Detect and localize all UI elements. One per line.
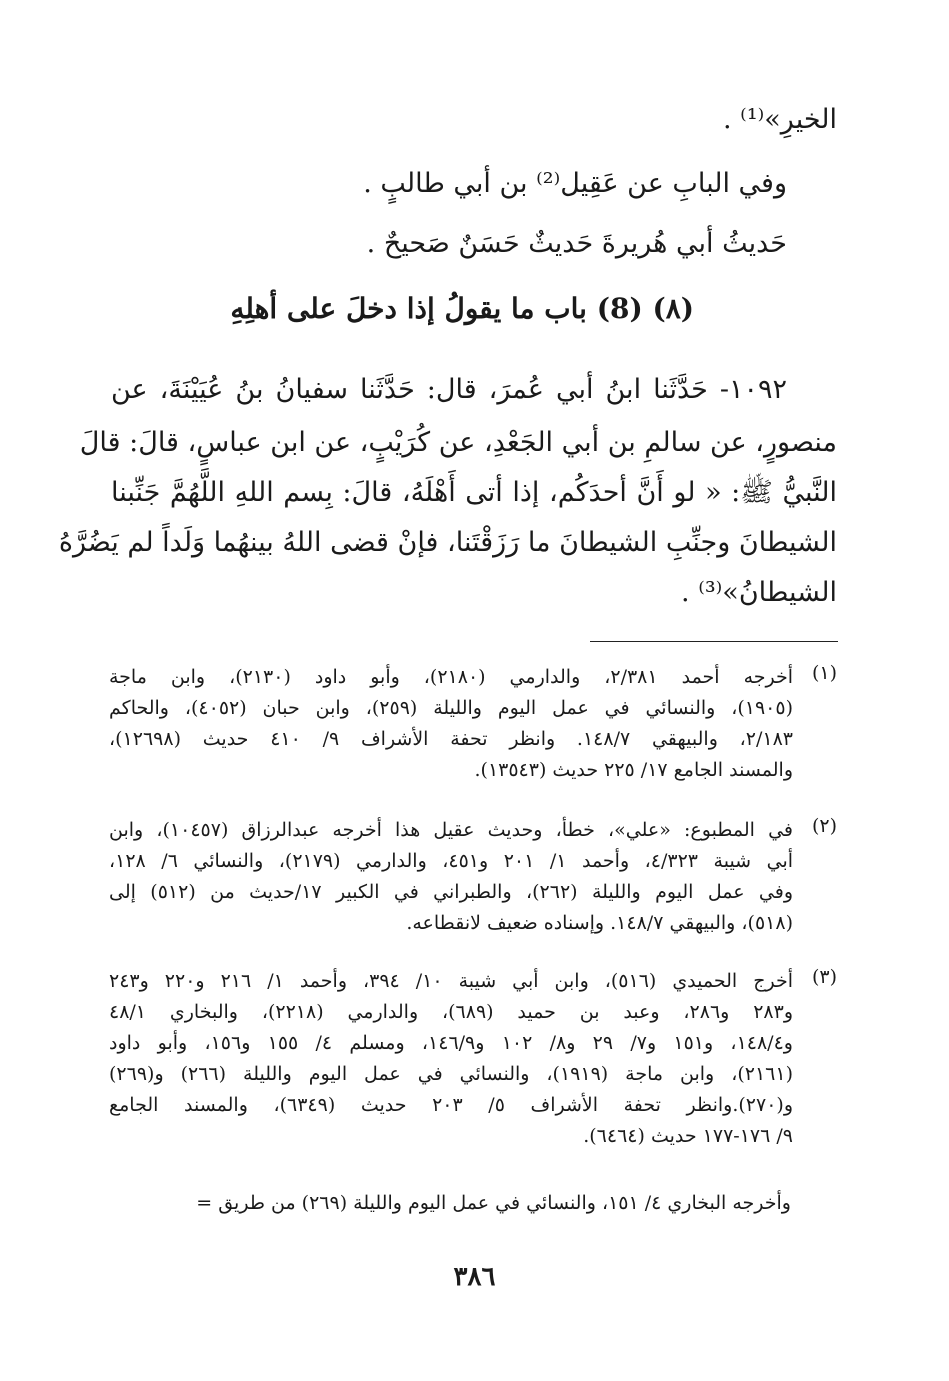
footnote-line: وفي عمل اليوم والليلة (٢٦٢)، والطبراني في الكبير ١٧/حديث من (٥١٢) إلى xyxy=(109,881,794,903)
chapter-note-line: وفي البابِ عن عَقِيل⁽²⁾ بن أبي طالبٍ . xyxy=(363,168,787,199)
page-number: ٣٨٦ xyxy=(453,1262,496,1292)
footnote-line: (٥١٨)، والبيهقي ١٤٨/٧. وإسناده ضعيف لانقطاعه. xyxy=(406,912,793,934)
footnote-line: أبي شيبة ٤/٣٢٣، وأحمد ١/ ٢٠١ و٤٥١، والدارمي (٢١٧٩)، والنسائي ٦/ ١٢٨، xyxy=(109,850,794,872)
footnote-body xyxy=(109,662,793,786)
hadith-line: ١٠٩٢- حَدَّثَنا ابنُ أبي عُمرَ، قال: حَدَّثَنا سفيانُ بنُ عُيَيْنَةَ، عن xyxy=(111,374,787,405)
footnote-line: ٢/١٨٣، والبيهقي ١٤٨/٧. وانظر تحفة الأشراف ٩/ ٤١٠ حديث (١٢٦٩٨)، xyxy=(109,728,793,750)
hadith-line: الشيطانَ وجنِّبِ الشيطانَ ما رَزَقْتَنا، فإنْ قضى اللهُ بينهُما وَلَداً لم يَضُرَّهُ xyxy=(58,527,837,558)
footnote-number: (١) xyxy=(811,662,837,684)
footnote-line: أخرجه أحمد ٢/٣٨١، والدارمي (٢١٨٠)، وأبو داود (٢١٣٠)، وابن ماجة xyxy=(109,666,794,688)
footnote-number: (٣) xyxy=(811,966,837,988)
footnote-line: و٢٨٣ و٢٨٦، وعبد بن حميد (٦٨٩)، والدارمي (٢٢١٨)، والبخاري ٤٨/١ xyxy=(109,1001,793,1023)
footnote-body xyxy=(109,966,793,1152)
footnote-continuation: وأخرجه البخاري ٤/ ١٥١، والنسائي في عمل اليوم والليلة (٢٦٩) من طريق = xyxy=(196,1192,791,1214)
footnote-line: في المطبوع: «علي»، خطأ، وحديث عقيل هذا أخرجه عبدالرزاق (١٠٤٥٧)، وابن xyxy=(109,819,793,841)
footnote-1 xyxy=(109,662,837,792)
footnote-line: والمسند الجامع ١٧/ ٢٢٥ حديث (١٣٥٤٣). xyxy=(474,759,793,781)
hadith-line: الشيطانُ»⁽³⁾ . xyxy=(681,577,837,608)
hadith-text xyxy=(58,362,837,618)
hadith-line: منصورٍ، عن سالمِ بن أبي الجَعْدِ، عن كُرَيْبٍ، عن ابن عباسٍ، قالَ: قالَ xyxy=(79,427,837,458)
continued-text-line: الخيرِ»⁽¹⁾ . xyxy=(723,104,837,135)
footnote-line: (١٩٠٥)، والنسائي في عمل اليوم والليلة (٢٥٩)، وابن حبان (٤٠٥٢)، والحاكم xyxy=(109,697,793,719)
footnote-line: و١٤٨/٤، و١٥١ و٧/ ٢٩ و٨/ ١٠٢ و١٤٦/٩، ومسلم ٤/ ١٥٥ و١٥٦، وأبو داود xyxy=(109,1032,793,1054)
grading-line: حَديثُ أبي هُريرةَ حَديثٌ حَسَنٌ صَحيحٌ . xyxy=(366,228,787,259)
chapter-heading: (٨) (8) باب ما يقولُ إذا دخلَ على أهلِهِ xyxy=(230,292,694,325)
footnote-line: ٩/ ١٧٦-١٧٧ حديث (٦٤٦٤). xyxy=(583,1125,793,1147)
hadith-line: النَّبيُّ ﷺ: « لو أَنَّ أحدَكُم، إذا أتى أَهْلَهُ، قالَ: بِسم اللهِ اللَّهُمَّ جَنِّبنا xyxy=(111,477,837,508)
footnote-3 xyxy=(109,966,837,1156)
footnote-line: (٢١٦١)، وابن ماجة (١٩١٩)، والنسائي في عمل اليوم والليلة (٢٦٦) و(٢٦٩) xyxy=(109,1063,793,1085)
footnote-line: و(٢٧٠).وانظر تحفة الأشراف ٥/ ٢٠٣ حديث (٦٣٤٩)، والمسند الجامع xyxy=(109,1094,793,1116)
footnote-number: (٢) xyxy=(811,815,837,837)
footnote-2 xyxy=(109,815,837,945)
footnote-separator xyxy=(590,641,838,642)
footnote-line: أخرج الحميدي (٥١٦)، وابن أبي شيبة ١٠/ ٣٩٤، وأحمد ١/ ٢١٦ و٢٢٠ و٢٤٣ xyxy=(109,970,793,992)
footnote-body xyxy=(109,815,793,939)
